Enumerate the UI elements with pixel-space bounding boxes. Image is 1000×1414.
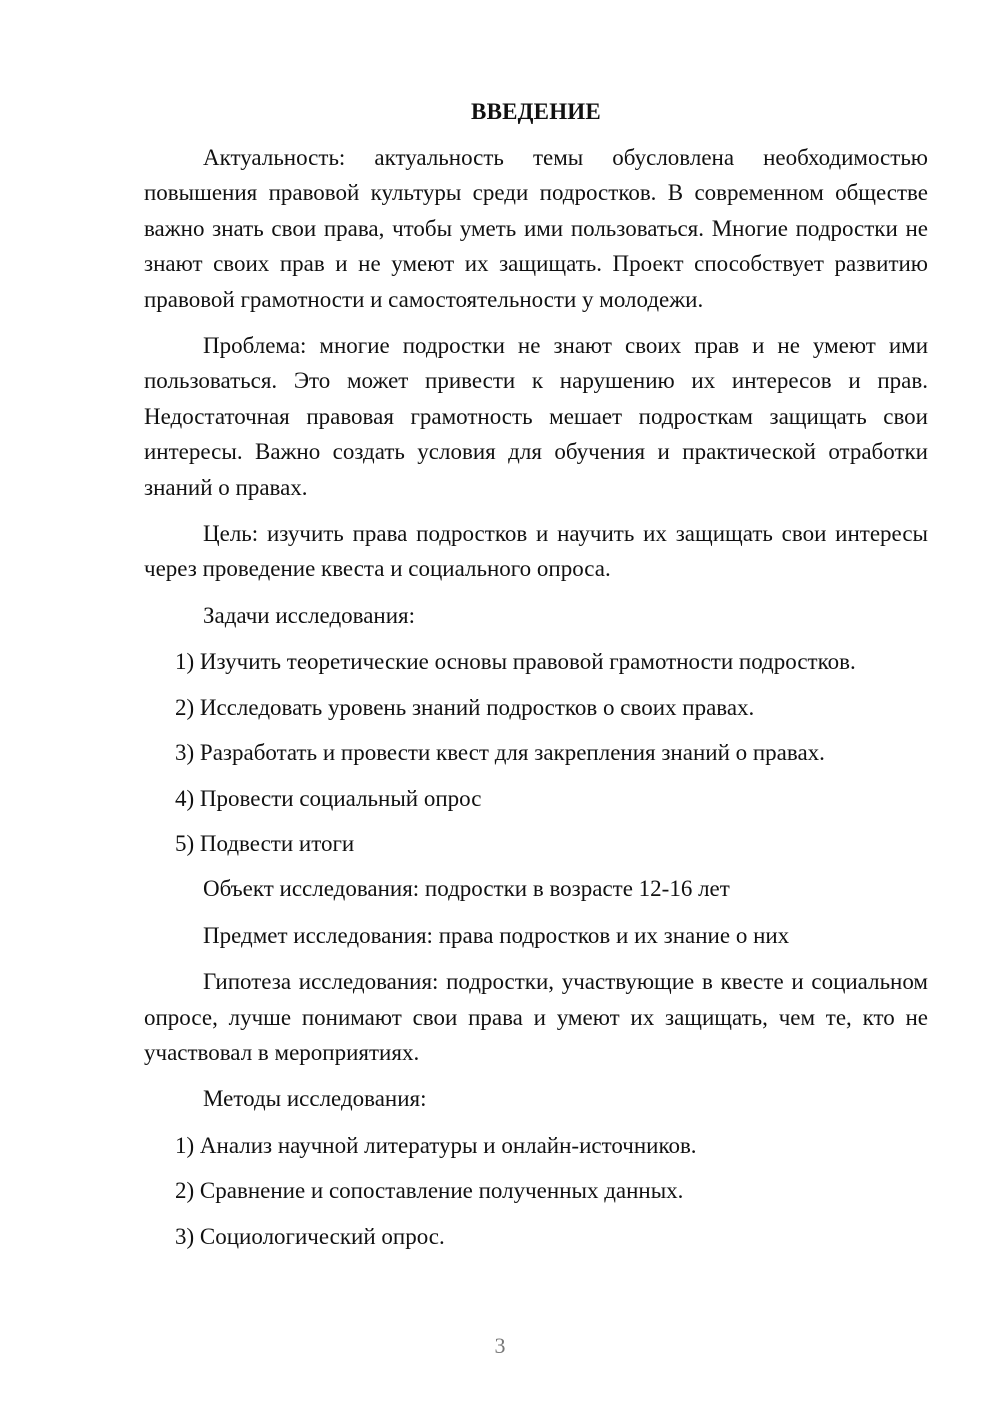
methods-list xyxy=(144,1128,928,1254)
task-item: 1) Изучить теоретические основы правовой грамотности подростков. xyxy=(175,649,856,675)
method-item: 3) Социологический опрос. xyxy=(175,1223,445,1249)
tasks-heading: Задачи исследования: xyxy=(203,602,416,628)
method-item: 2) Сравнение и сопоставление полученных данных. xyxy=(175,1178,684,1204)
task-item: 3) Разработать и провести квест для закрепления знаний о правах. xyxy=(175,740,825,766)
method-item: 1) Анализ научной литературы и онлайн-источников. xyxy=(175,1132,697,1158)
page-number: 3 xyxy=(494,1333,506,1358)
methods-heading: Методы исследования: xyxy=(203,1086,427,1112)
goal-paragraph: Цель: изучить права подростков и научить их защищать свои интересы через проведение квеста и социального опроса. xyxy=(144,521,928,582)
task-item: 2) Исследовать уровень знаний подростков о своих правах. xyxy=(175,694,755,720)
subject-paragraph: Предмет исследования: права подростков и их знание о них xyxy=(203,922,790,948)
problem-paragraph: Проблема: многие подростки не знают своих прав и не умеют ими пользоваться. Это может привести к нарушению их интересов и прав. Недостаточная правовая грамотность мешает подросткам защищать свои интересы. Важно создать условия для обучения и практической отработки знаний о правах. xyxy=(144,333,928,500)
object-paragraph: Объект исследования: подростки в возрасте 12-16 лет xyxy=(203,876,730,902)
tasks-list xyxy=(144,644,928,861)
relevance-paragraph: Актуальность: актуальность темы обусловлена необходимостью повышения правовой культуры среди подростков. В современном обществе важно знать свои права, чтобы уметь ими пользоваться. Многие подростки не знают своих прав и не умеют их защищать. Проект способствует развитию правовой грамотности и самостоятельности у молодежи. xyxy=(144,145,928,312)
hypothesis-paragraph: Гипотеза исследования: подростки, участвующие в квесте и социальном опросе, лучше понимают свои права и умеют их защищать, чем те, кто не участвовал в мероприятиях. xyxy=(144,969,928,1065)
page-content xyxy=(144,94,928,1264)
section-title: ВВЕДЕНИЕ xyxy=(471,99,601,124)
task-item: 5) Подвести итоги xyxy=(175,830,355,856)
task-item: 4) Провести социальный опрос xyxy=(175,785,482,811)
